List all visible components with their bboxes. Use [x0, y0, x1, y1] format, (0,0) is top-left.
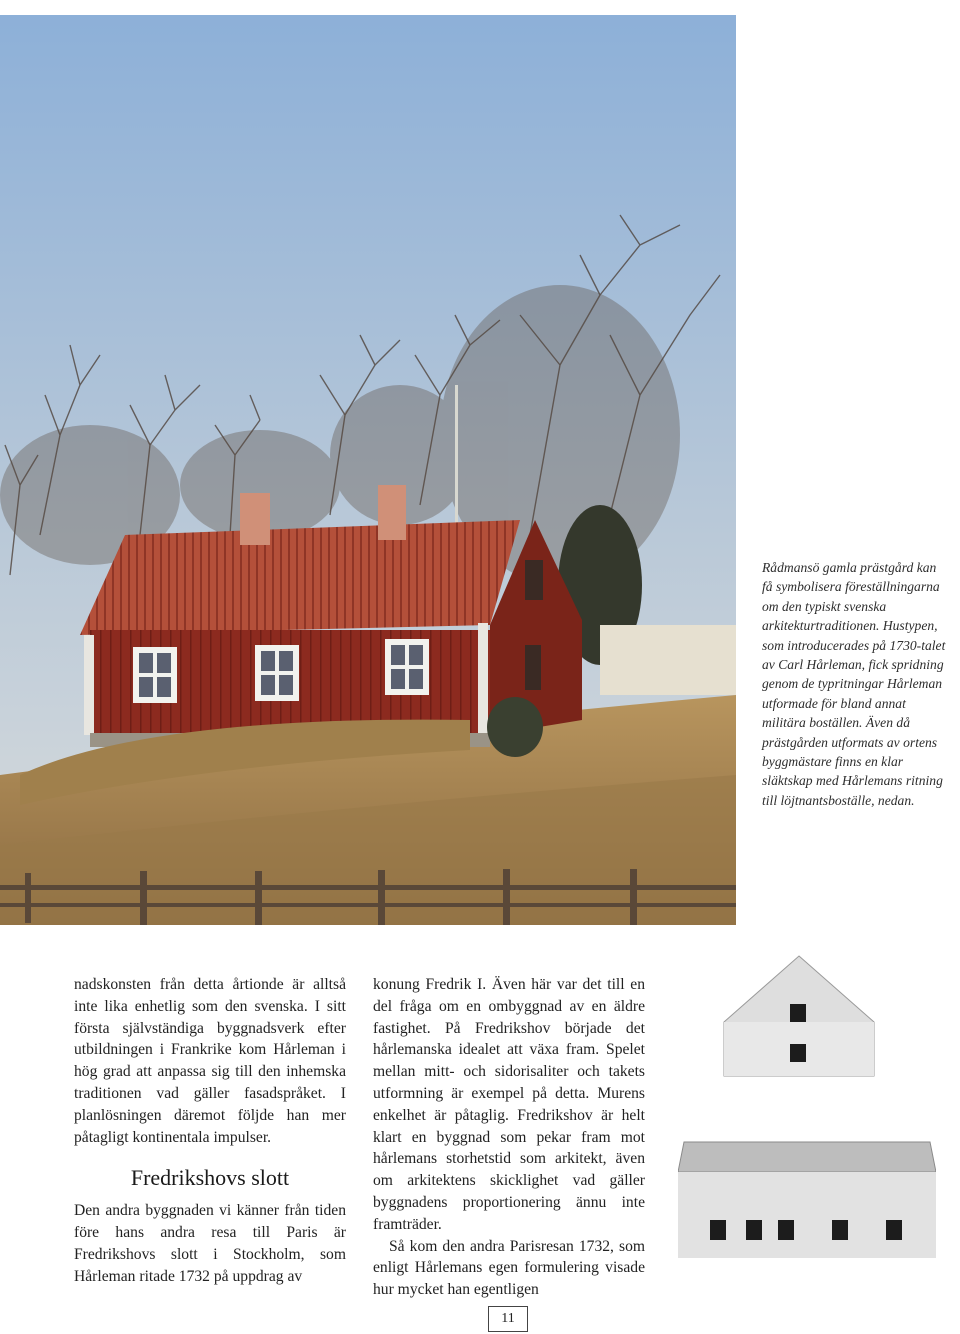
body-paragraph: Den andra byggnaden vi känner från tiden före hans andra resa till Paris är Fredrikshovs slott i Stockholm, som Hårleman ritade 1732 på uppdrag av — [74, 1202, 346, 1285]
page-number: 11 — [488, 1306, 528, 1332]
caption-text: Rådmansö gamla prästgård kan få symbolisera föreställningarna om den typiskt svenska arkitekturtraditionen. Hustypen, som introducerades på 1730-talet av Carl Hårleman, fick spridning genom de typritningar Hårleman utformade för bland annat militära boställen. Även då prästgården utformats av ortens byggmästare finns en klar släktskap med Hårlemans ritning till löjtnantsboställe, nedan. — [762, 560, 946, 808]
gable-elevation-drawing — [722, 952, 876, 1078]
text-column-middle — [373, 974, 645, 1301]
body-paragraph: konung Fredrik I. Även här var det till en del fråga om en ombyggnad av en äldre fastighet. På Fredrikshov började det hårlemanska idealet att växa fram. Spelet mellan mitt- och sidorisaliter och takets utformning är exempel på detta. Murens enkelhet är påtaglig. Fredrikshov är helt klart en byggnad som pekar fram mot hårlemans storhetstid som arkitekt, även om arkitektens skicklighet vad gäller byggnadens proportionering ännu inte framträder. — [373, 976, 645, 1233]
house-photo — [0, 15, 736, 925]
section-heading: Fredrikshovs slott — [130, 1165, 290, 1191]
photo-caption — [762, 558, 947, 810]
body-paragraph: nadskonsten från detta årtionde är alltså inte lika enhetlig som den svenska. I sitt första självständiga byggnadsverk efter utbildningen i Frankrike kom Hårleman i hög grad att anpassa sig till den inhemska traditionen vad gäller fasadspråket. I planlösningen däremot följde han mer påtagligt kontinentala impulser. — [74, 976, 346, 1146]
facade-elevation-drawing — [678, 1138, 936, 1258]
text-column-left — [74, 974, 346, 1288]
body-paragraph: Så kom den andra Parisresan 1732, som enligt Hårlemans egen formulering visade hur mycket han egentligen — [373, 1237, 645, 1299]
